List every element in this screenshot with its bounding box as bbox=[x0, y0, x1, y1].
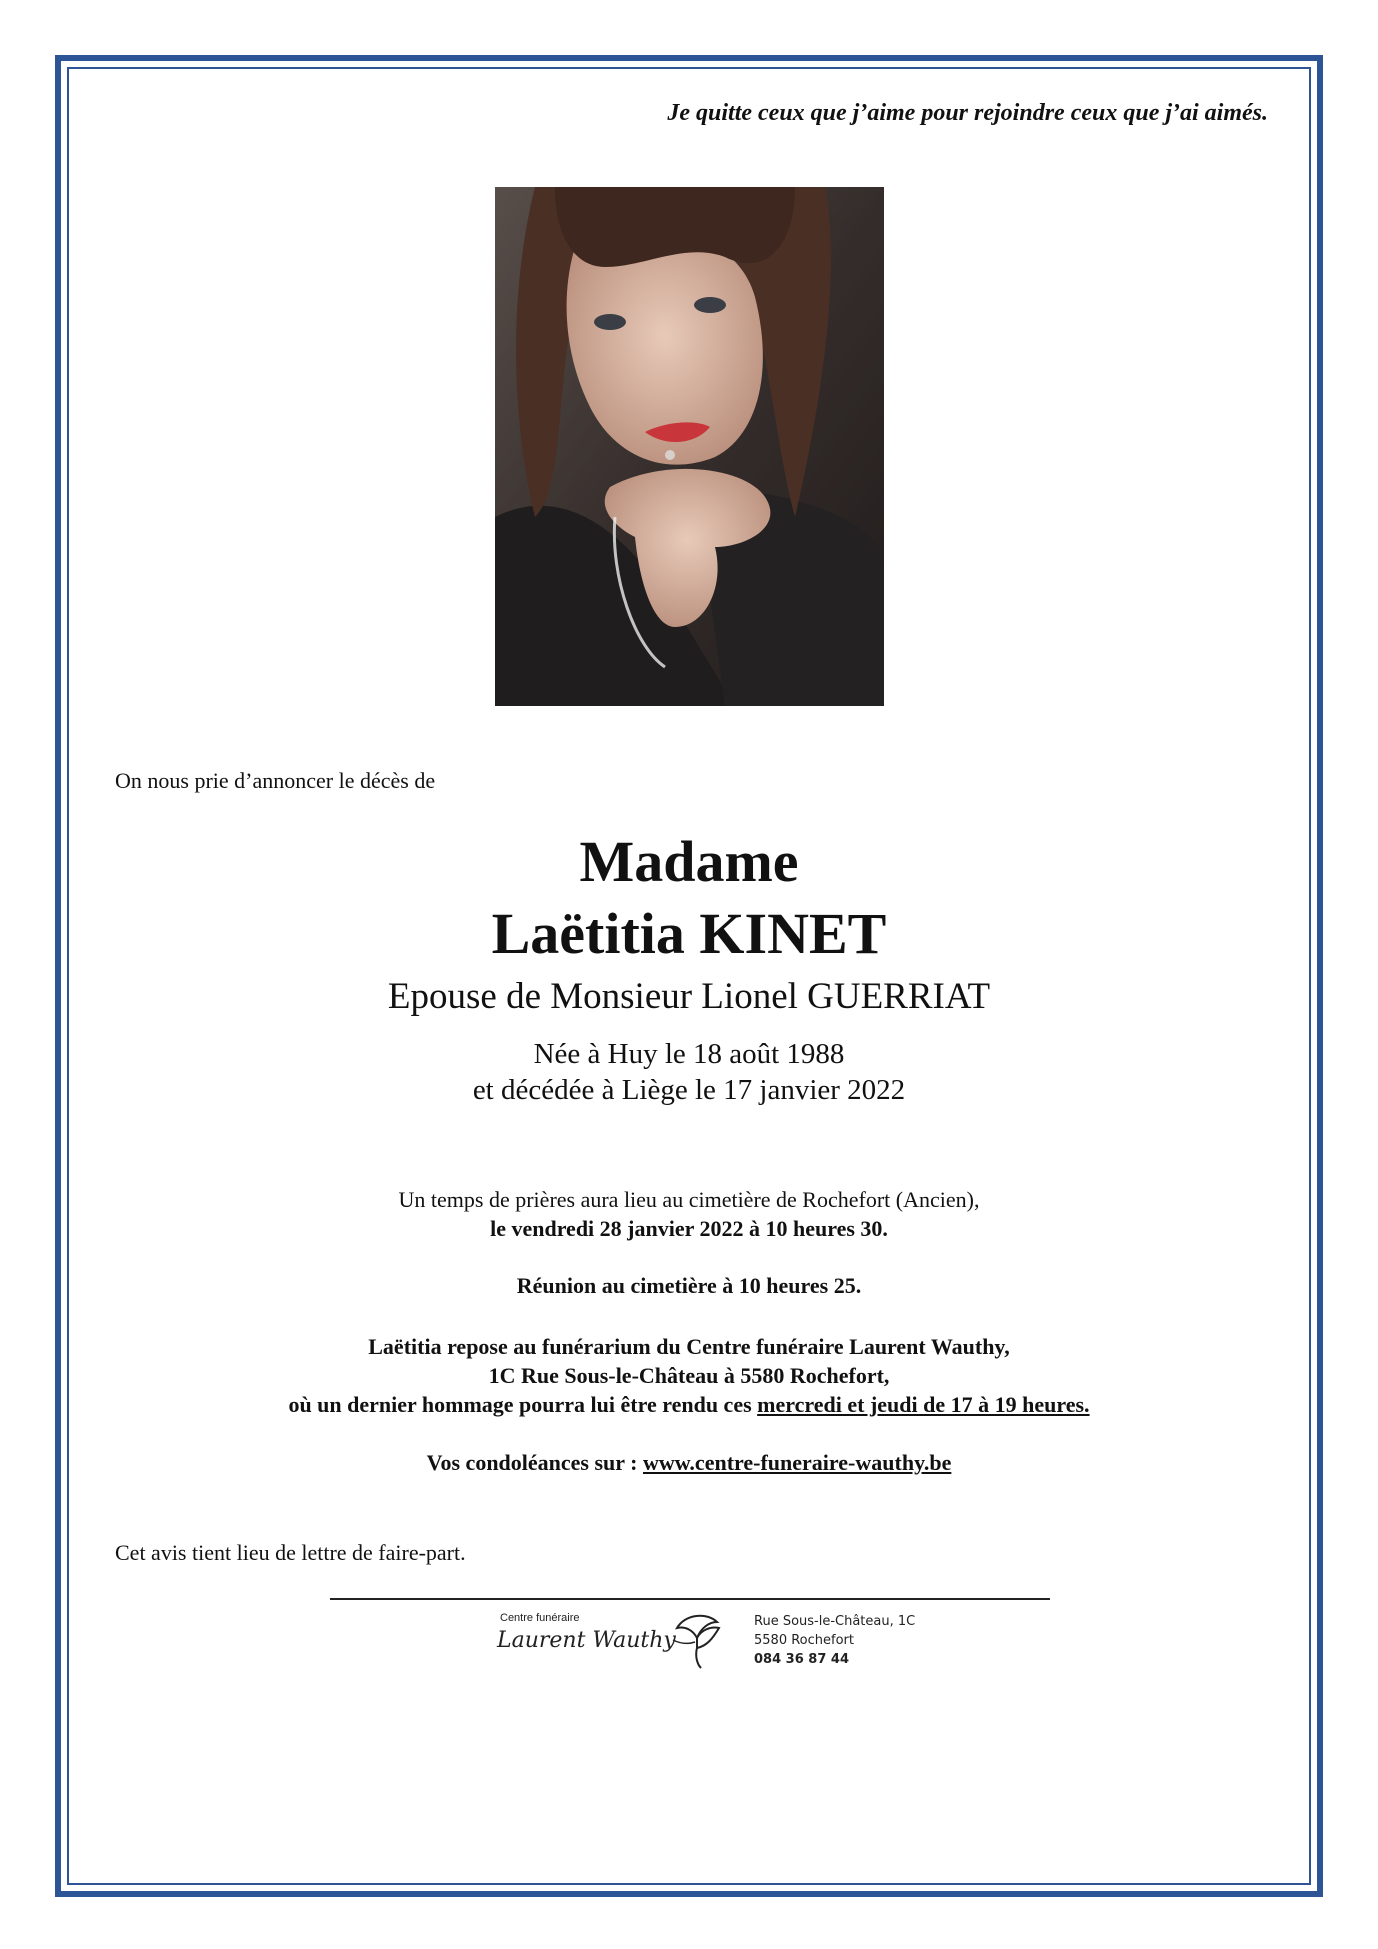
intro-text: On nous prie d’annoncer le décès de bbox=[115, 768, 436, 793]
logo-address bbox=[754, 1612, 915, 1669]
condolences-label: Vos condoléances sur : bbox=[426, 1450, 643, 1475]
deceased-title: Madame bbox=[579, 829, 799, 894]
spouse-line: Epouse de Monsieur Lionel GUERRIAT bbox=[387, 976, 991, 1017]
funerarium-line-2: 1C Rue Sous-le-Château à 5580 Rochefort, bbox=[488, 1363, 890, 1388]
logo-phone: 084 36 87 44 bbox=[754, 1652, 849, 1667]
meeting-line: Réunion au cimetière à 10 heures 25. bbox=[516, 1273, 862, 1298]
ceremony-line-1: Un temps de prières aura lieu au cimetière de Rochefort (Ancien), bbox=[398, 1187, 980, 1212]
divider bbox=[330, 1598, 1050, 1600]
condolences-link[interactable]: www.centre-funeraire-wauthy.be bbox=[642, 1450, 952, 1475]
faire-part-note: Cet avis tient lieu de lettre de faire-part. bbox=[115, 1540, 466, 1565]
birth-line: Née à Huy le 18 août 1988 bbox=[533, 1038, 845, 1070]
logo-tagline: Centre funéraire bbox=[500, 1612, 580, 1624]
funerarium-line-3 bbox=[0, 1391, 1378, 1419]
ceremony-line-2: le vendredi 28 janvier 2022 à 10 heures 30. bbox=[490, 1216, 888, 1241]
funerarium-line-3-prefix: où un dernier hommage pourra lui être rendu ces bbox=[288, 1392, 758, 1417]
epigraph-quote: Je quitte ceux que j’aime pour rejoindre ceux que j’ai aimés. bbox=[667, 100, 1268, 126]
visiting-hours: mercredi et jeudi de 17 à 19 heures. bbox=[757, 1392, 1090, 1417]
death-line: et décédée à Liège le 17 janvier 2022 bbox=[472, 1074, 906, 1106]
portrait-photo bbox=[495, 187, 884, 706]
funerarium-line-1: Laëtitia repose au funérarium du Centre funéraire Laurent Wauthy, bbox=[368, 1334, 1010, 1359]
deceased-name: Laëtitia KINET bbox=[491, 901, 887, 966]
funeral-home-logo bbox=[497, 1606, 935, 1672]
portrait-illustration bbox=[495, 187, 884, 706]
logo-address-line-2: 5580 Rochefort bbox=[754, 1633, 854, 1648]
condolences-line bbox=[0, 1449, 1378, 1477]
calla-lily-icon bbox=[667, 1608, 725, 1670]
logo-address-line-1: Rue Sous-le-Château, 1C bbox=[754, 1614, 916, 1629]
logo-name: Laurent Wauthy bbox=[497, 1628, 676, 1653]
